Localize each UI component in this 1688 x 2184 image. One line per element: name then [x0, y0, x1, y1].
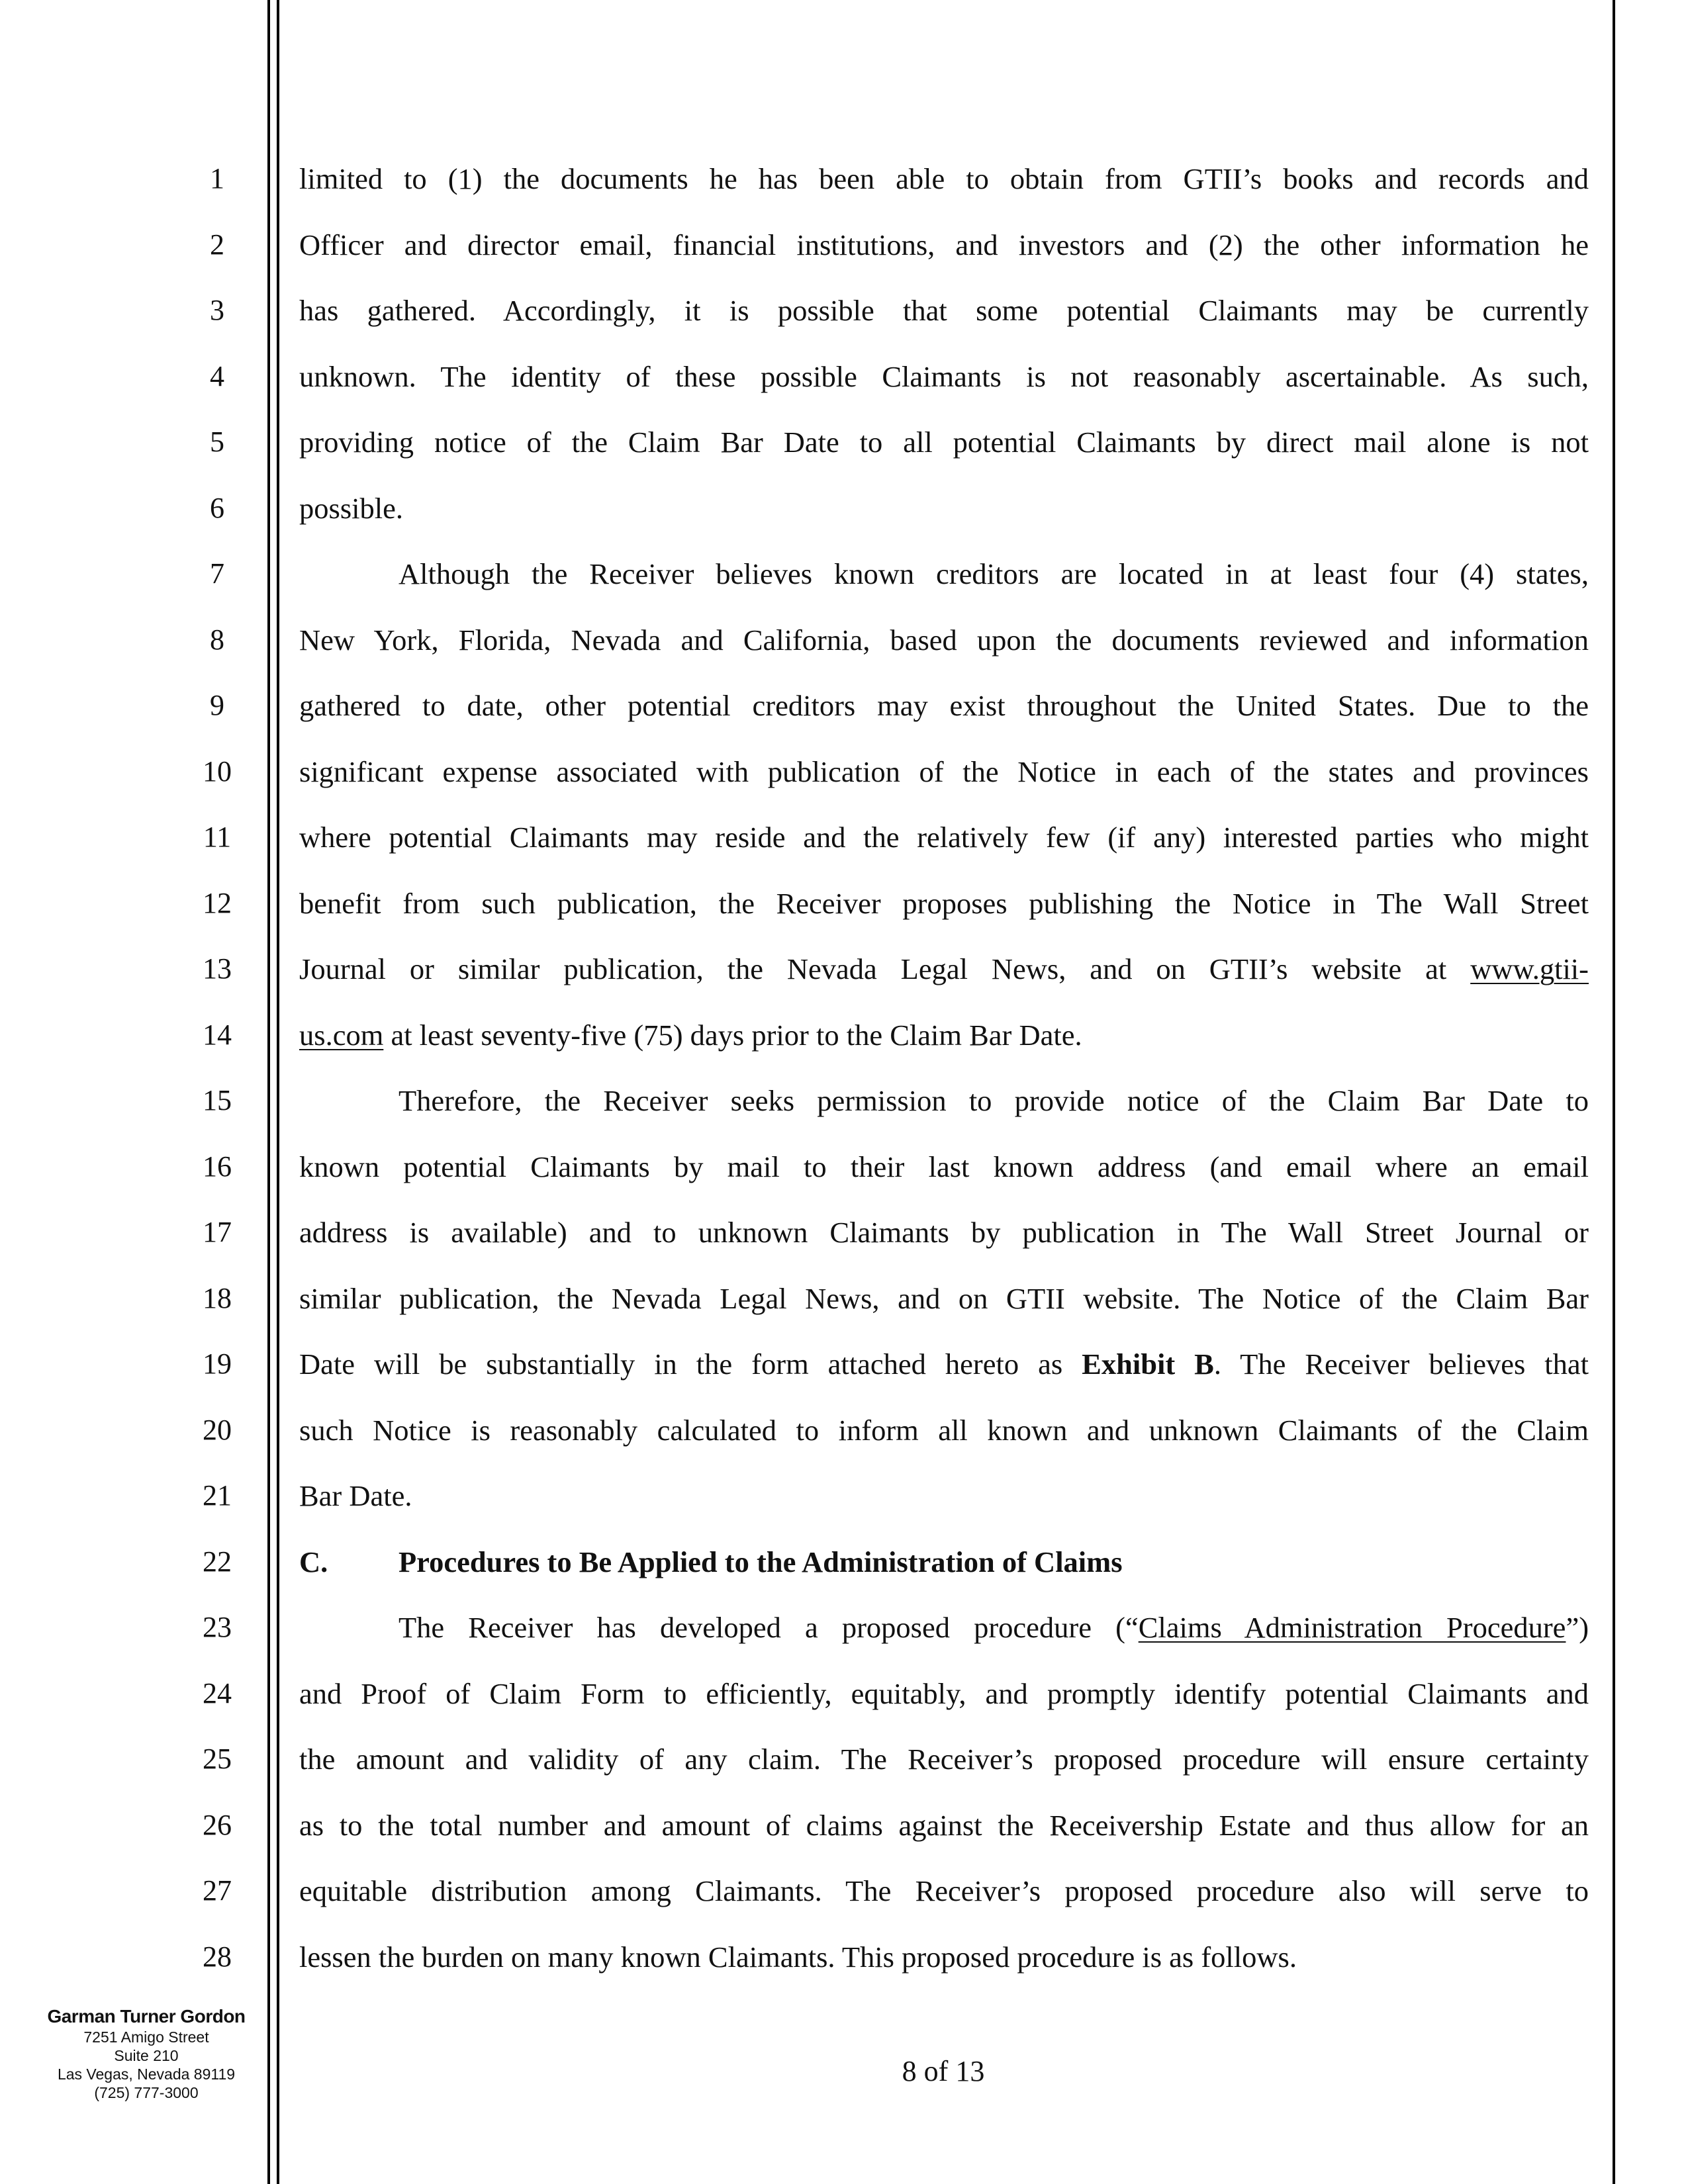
body-line-18: similar publication, the Nevada Legal News, and on GTII website. The Notice of the Claim Bar	[299, 1281, 1589, 1315]
line-number: 6	[210, 491, 224, 524]
body-line-13	[299, 949, 1589, 989]
body-line-9: gathered to date, other potential creditors may exist throughout the United States. Due to the	[299, 689, 1589, 722]
line-number: 28	[203, 1940, 232, 1973]
line-number: 20	[203, 1413, 232, 1446]
page-number: 8 of 13	[902, 2055, 985, 2087]
section-heading-text: Procedures to Be Applied to the Administration of Claims	[399, 1545, 1123, 1578]
body-line-13-text: Journal or similar publication, the Nevada Legal News, and on GTII’s website at	[299, 952, 1471, 985]
line-number: 10	[203, 754, 232, 788]
line-number: 21	[203, 1479, 232, 1512]
line-number: 17	[203, 1216, 232, 1248]
body-line-1: limited to (1) the documents he has been able to obtain from GTII’s books and records and	[299, 162, 1589, 195]
body-line-14-text: at least seventy-five (75) days prior to the Claim Bar Date.	[383, 1018, 1082, 1052]
line-number: 22	[203, 1545, 232, 1578]
body-line-10: significant expense associated with publication of the Notice in each of the states and provinces	[299, 754, 1589, 788]
line-number: 4	[210, 359, 224, 392]
body-line-16: known potential Claimants by mail to their last known address (and email where an email	[299, 1150, 1589, 1183]
firm-name: Garman Turner Gordon	[47, 2006, 246, 2026]
body-line-19-pre: Date will be substantially in the form attached hereto as	[299, 1347, 1082, 1381]
line-number: 19	[203, 1347, 232, 1380]
body-line-23-post: ”)	[1566, 1611, 1589, 1644]
body-line-28: lessen the burden on many known Claimants. This proposed procedure is as follows.	[299, 1940, 1297, 1974]
body-line-23	[299, 1608, 1589, 1647]
body-line-11: where potential Claimants may reside and the relatively few (if any) interested parties who might	[299, 821, 1589, 854]
body-line-5: providing notice of the Claim Bar Date to all potential Claimants by direct mail alone is not	[299, 426, 1589, 459]
line-number: 1	[210, 162, 224, 195]
firm-footer	[37, 2005, 256, 2102]
line-number: 13	[203, 952, 232, 985]
line-number: 14	[203, 1018, 232, 1051]
section-heading-letter: C.	[299, 1545, 328, 1578]
body-line-17: address is available) and to unknown Claimants by publication in The Wall Street Journal or	[299, 1216, 1589, 1249]
exhibit-b-reference: Exhibit B	[1082, 1347, 1214, 1381]
body-line-25: the amount and validity of any claim. The Receiver’s proposed procedure will ensure certainty	[299, 1743, 1589, 1776]
line-number: 24	[203, 1676, 232, 1709]
line-number: 9	[210, 689, 224, 721]
body-line-2: Officer and director email, financial institutions, and investors and (2) the other information he	[299, 228, 1589, 261]
body-line-26: as to the total number and amount of claims against the Receivership Estate and thus allow for an	[299, 1808, 1589, 1842]
margin-rule-left-inner	[277, 0, 279, 2184]
body-line-20: such Notice is reasonably calculated to inform all known and unknown Claimants of the Claim	[299, 1413, 1589, 1447]
body-line-19	[299, 1344, 1589, 1384]
body-line-21: Bar Date.	[299, 1479, 412, 1512]
body-line-15: Therefore, the Receiver seeks permission to provide notice of the Claim Bar Date to	[399, 1084, 1589, 1117]
margin-rule-left-outer	[267, 0, 270, 2184]
body-line-8: New York, Florida, Nevada and California, based upon the documents reviewed and information	[299, 623, 1589, 657]
firm-address-city: Las Vegas, Nevada 89119	[57, 2066, 236, 2083]
body-line-27: equitable distribution among Claimants. The Receiver’s proposed procedure also will serve to	[299, 1874, 1589, 1907]
body-line-14	[299, 1015, 1589, 1055]
line-number: 8	[210, 623, 224, 656]
line-number: 16	[203, 1150, 232, 1183]
gtii-website-link-continued[interactable]: us.com	[299, 1018, 384, 1052]
line-number: 18	[203, 1281, 232, 1314]
firm-address-suite: Suite 210	[114, 2047, 179, 2064]
body-line-3: has gathered. Accordingly, it is possible that some potential Claimants may be currently	[299, 294, 1589, 327]
line-number: 23	[203, 1611, 232, 1643]
line-number: 15	[203, 1084, 232, 1116]
body-line-4: unknown. The identity of these possible Claimants is not reasonably ascertainable. As such,	[299, 359, 1589, 393]
margin-rule-right	[1613, 0, 1615, 2184]
line-number: 27	[203, 1874, 232, 1907]
line-number: 11	[203, 821, 232, 853]
section-heading	[299, 1542, 1589, 1582]
firm-phone: (725) 777-3000	[94, 2084, 199, 2101]
body-line-7: Although the Receiver believes known creditors are located in at least four (4) states,	[399, 557, 1589, 590]
body-line-6: possible.	[299, 491, 403, 525]
body-line-24: and Proof of Claim Form to efficiently, equitably, and promptly identify potential Claimants and	[299, 1676, 1589, 1710]
line-number: 5	[210, 426, 224, 458]
body-line-12: benefit from such publication, the Receiver proposes publishing the Notice in The Wall Street	[299, 886, 1589, 920]
body-line-19-post: . The Receiver believes that	[1213, 1347, 1589, 1381]
line-number: 12	[203, 886, 232, 919]
body-line-23-pre: The Receiver has developed a proposed procedure (“	[399, 1611, 1139, 1644]
line-number: 26	[203, 1808, 232, 1841]
line-number: 3	[210, 294, 224, 326]
line-number: 25	[203, 1743, 232, 1775]
line-number: 7	[210, 557, 224, 590]
claims-administration-procedure-term: Claims Administration Procedure	[1138, 1611, 1566, 1644]
firm-address-street: 7251 Amigo Street	[83, 2028, 209, 2046]
gtii-website-link[interactable]: www.gtii-	[1470, 952, 1589, 985]
line-number: 2	[210, 228, 224, 261]
